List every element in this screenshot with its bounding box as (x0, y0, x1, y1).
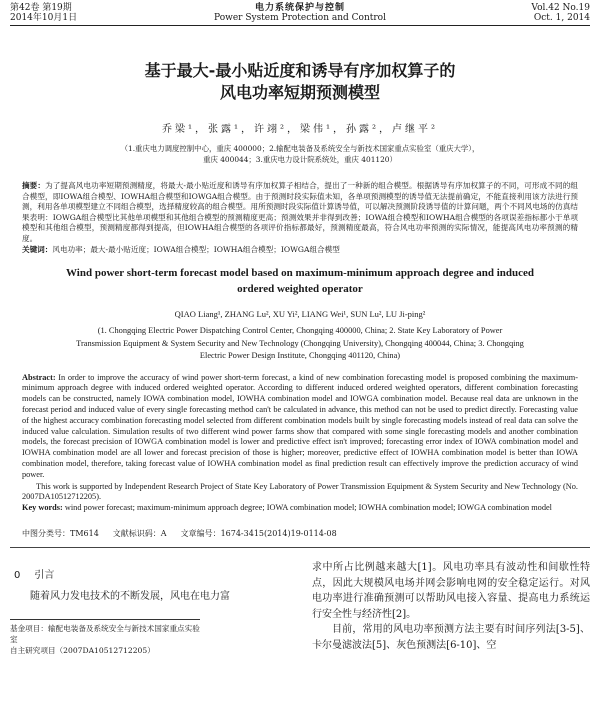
document-code: 文献标识码：A (112, 529, 167, 539)
intro-paragraph: 随着风力发电技术的不断发展，风电在电力富 (30, 591, 230, 603)
title-cn-line2: 风电功率短期预测模型 (219, 83, 380, 102)
footnote (10, 619, 200, 656)
volume-cn: 第42卷 第19期 (10, 3, 72, 13)
footnote-line2: 自主研究项目（2007DA10512712205） (10, 645, 155, 655)
abstract-cn-label: 摘要： (22, 181, 46, 190)
clc-number: 中图分类号：TM614 (22, 529, 99, 539)
title-en-line2: ordered weighted operator (237, 283, 363, 296)
abstract-en (22, 373, 578, 514)
right-column (312, 560, 590, 656)
abstract-cn-text: 为了提高风电功率短期预测精度，将最大-最小贴近度和诱导有序加权算子相结合，提出了一种新的组合模型。根据诱导有序加权算子的不同，可形成不同的组合模型，即IOWA组合模型、IOWHA组合模型和IOWGA组合模型。由于预测时段实际值未知，各单项预测模型的诱导值无法提前确定，不能直接利用该方法进行预测，利用各单项模型建立不同组合模型，选择精度较高的组合模型。用所预测时段实际值计算诱导值，可以解决预测阶段诱导值的计算问题，两个不同风电场的仿真结果表明：IOWGA组合模型比其他单项模型和其他组合模型的预测精度更高；预测效果并非得到改善；IOWA组合模型和IOWHA组合模型的各项误差指标都小于单项模型和其他组合模型，预测精度都得到提高，但IOWHA组合模型的各项评价指标都最好，预测精度最高，符合风电功率预测的实际情况，能提高风电功率预测的精度。 (22, 181, 578, 243)
header-rule (10, 25, 590, 26)
authors-en: QIAO Liang¹, ZHANG Lu², XU Yi², LIANG Wei¹, SUN Lu², LU Ji-ping² (174, 309, 426, 320)
article-number: 文章编号：1674-3415(2014)19-0114-08 (180, 529, 337, 539)
title-en-line1: Wind power short-term forecast model based on maximum-minimum approach degree and induced (65, 267, 534, 280)
article-meta (22, 528, 578, 539)
keywords-en-text: wind power forecast; maximum-minimum approach degree; IOWA combination model; IOWHA combination model; IOWGA combination model (64, 503, 552, 513)
right-column-paragraph-1: 求中所占比例越来越大[1]。风电功率具有波动性和间歇性特点，因此大规模风电场并网会影响电网的安全稳定运行。对风电功率进行准确预测可以帮助风电接入容量、提高电力系统运行安全性与经济性[2]。 (312, 562, 590, 620)
keywords-cn-label: 关键词： (22, 244, 53, 254)
keywords-cn-text: 风电功率；最大-最小贴近度；IOWA组合模型；IOWHA组合模型；IOWGA组合模型 (52, 244, 340, 254)
affiliation-en-line2: Transmission Equipment & System Security and New Technology (Chongqing University), Chongqing 400044, China; 3. Chongqing (76, 338, 524, 348)
affiliation-en-line1: (1. Chongqing Electric Power Dispatching Control Center, Chongqing 400000, China; 2. State Key Laboratory of Power (97, 326, 503, 336)
date-cn: 2014年10月1日 (10, 13, 78, 23)
body-columns (10, 560, 590, 656)
header-center (160, 3, 440, 23)
journal-name-cn: 电力系统保护与控制 (254, 3, 345, 13)
section-heading-intro (14, 566, 288, 581)
header-left (10, 3, 160, 23)
running-header (10, 0, 590, 23)
section-number: 0 (14, 570, 21, 582)
keywords-en-label: Key words: (22, 503, 63, 513)
date-en: Oct. 1, 2014 (533, 13, 590, 23)
header-right (440, 3, 590, 23)
affiliation-cn (10, 143, 590, 165)
funding-statement-en: This work is supported by Independent Research Project of State Key Laboratory of Power Transmission Equipment & System Security and New Technology (No. 2007DA10512712205). (22, 481, 578, 502)
abstract-cn (22, 181, 578, 255)
affiliation-cn-line1: （1.重庆电力调度控制中心，重庆 400000；2.输配电装备及系统安全与新技术国家重点实验室（重庆大学）， (120, 144, 480, 153)
abstract-en-label: Abstract: (22, 372, 56, 382)
affiliation-en-line3: Electric Power Design Institute, Chongqing 401120, China) (199, 351, 401, 361)
journal-name-en: Power System Protection and Control (214, 13, 386, 23)
right-column-paragraph-2: 目前，常用的风电功率预测方法主要有时间序列法[3-5]、卡尔曼滤波法[5]、灰色预测法[6-10]、空 (312, 624, 590, 651)
left-column (10, 560, 288, 656)
title-cn-line1: 基于最大-最小贴近度和诱导有序加权算子的 (144, 61, 456, 80)
title-cn (10, 60, 590, 104)
section-title: 引言 (34, 570, 55, 582)
body-rule (10, 547, 590, 548)
title-en (10, 265, 590, 297)
volume-en: Vol.42 No.19 (531, 3, 590, 13)
footnote-line1: 基金项目：输配电装备及系统安全与新技术国家重点实验室 (10, 623, 200, 644)
authors-cn: 乔梁¹，张露¹，许翊²，梁伟¹，孙露²，卢继平² (161, 124, 439, 135)
affiliation-cn-line2: 重庆 400044；3.重庆电力设计院系统处，重庆 401120） (203, 155, 397, 164)
abstract-en-text: In order to improve the accuracy of wind power short-term forecast, a kind of new combination forecasting model is proposed combining the maximum-minimum approach degree with induced ordered weighted operator. According to different induced ordered weighted operators, different combination forecasting models can be constructed, namely IOWA combination model, IOWHA combination model and IOWGA combination model. Because real data are unknown in the forecast period and induced value of every single forecasting method can't be calculated in advance, this method can not be used to predict directly. Forecasting value of the highest accuracy combination forecasting model selected from different combination models built by single forecasting models instead of real data can solve the induced value calculation. Simulation results of two different wind power farms show that compared with some single forecasting models and another combination models, the forecast precision of IOWGA combination model is lower and predictive effect isn't improved; forecasting error index of IOWA combination model and IOWHA combination model are all lower and forecast precision of those is higher; moreover, predictive effect of IOWHA combination model is better than IOWA combination model, therefore, taking forecast value of IOWHA combination model as final prediction result can effectively improve the prediction accuracy of wind power. (22, 372, 578, 479)
affiliation-en (10, 325, 590, 363)
